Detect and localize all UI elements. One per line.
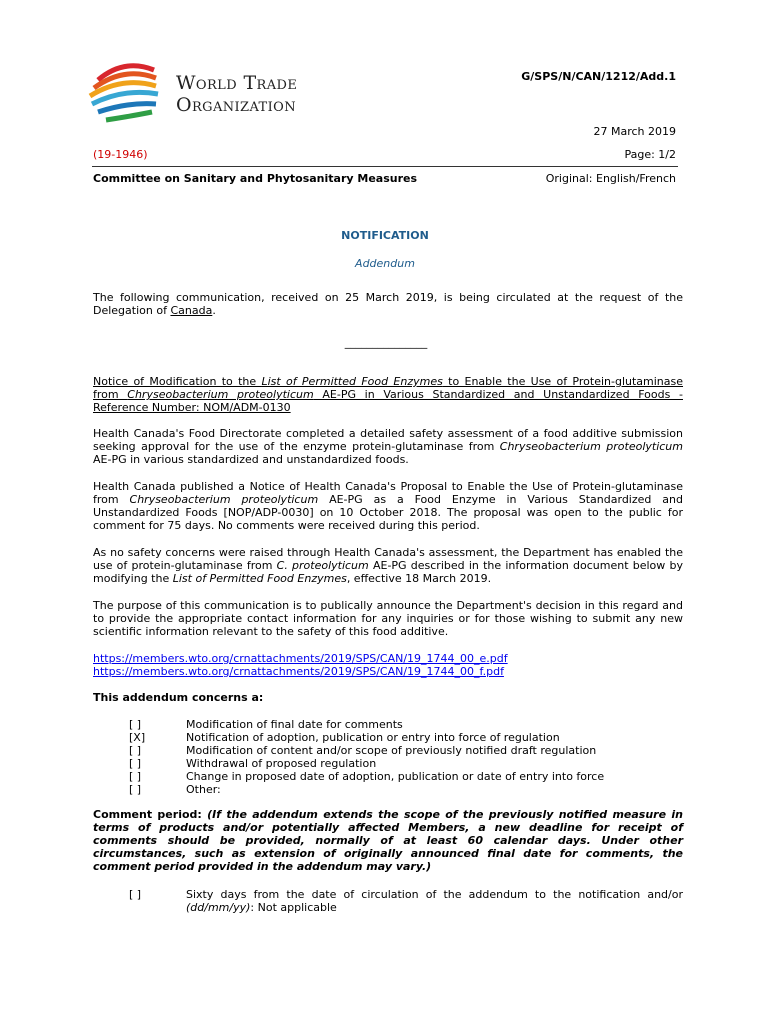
- checkbox: [ ]: [129, 770, 142, 783]
- p2-text-a: Health Canada published a Notice of Health Canada's Proposal to Enable the Use of Protein-glutaminase from: [93, 480, 683, 506]
- concerns-heading: This addendum concerns a:: [93, 691, 264, 704]
- sixty-days-option: [129, 888, 683, 914]
- wto-logo: [84, 58, 344, 130]
- org-name-line2: Organization: [176, 94, 296, 116]
- intro-paragraph: [93, 291, 683, 317]
- checkbox: [ ]: [129, 757, 142, 770]
- comment-period: [93, 808, 683, 873]
- p1-italic: Chryseobacterium proteolyticum: [499, 440, 683, 453]
- sixty-value: : Not applicable: [250, 901, 337, 914]
- org-name-line1: World Trade: [176, 72, 298, 94]
- checkbox: [ ]: [129, 744, 142, 757]
- committee-name: Committee on Sanitary and Phytosanitary Measures: [93, 172, 418, 185]
- p2-text-b: AE-PG as a Food Enzyme in Various Standardized and Unstandardized Foods [NOP/ADP-0030] on 10 October 2018. The proposal was open to the public for comment for 75 days. No comments were received during this period.: [93, 493, 683, 532]
- checklist-item: [93, 731, 604, 744]
- doc-subtitle: Addendum: [355, 257, 415, 270]
- separator-line: _______________: [344, 336, 428, 349]
- checklist-label: Modification of content and/or scope of previously notified draft regulation: [186, 744, 597, 757]
- paragraph-3: [93, 546, 683, 585]
- intro-text: The following communication, received on 25 March 2019, is being circulated at the request of the Delegation of: [93, 291, 683, 317]
- checklist-label: Notification of adoption, publication or entry into force of regulation: [186, 731, 560, 744]
- checklist-item: [93, 744, 604, 757]
- sixty-date-format: (dd/mm/yy): [186, 901, 251, 914]
- intro-end: .: [212, 304, 216, 317]
- doc-symbol: G/SPS/N/CAN/1212/Add.1: [521, 70, 676, 83]
- checkbox: [ ]: [129, 783, 142, 796]
- notice-italic-1: List of Permitted Food Enzymes: [261, 375, 443, 388]
- checkbox: [ ]: [129, 718, 142, 731]
- checklist-item: [93, 770, 604, 783]
- checklist-label: Withdrawal of proposed regulation: [186, 757, 377, 770]
- p3-text-a: As no safety concerns were raised through Health Canada's assessment, the Department has enabled the use of protein-glutaminase from: [93, 546, 683, 572]
- p3-italic-1: C. proteolyticum: [276, 559, 369, 572]
- p1-text-b: AE-PG in various standardized and unstandardized foods.: [93, 453, 409, 466]
- p1-text-a: Health Canada's Food Directorate completed a detailed safety assessment of a food additive submission seeking approval for the use of the enzyme protein-glutaminase from: [93, 427, 683, 453]
- paragraph-1: [93, 427, 683, 466]
- org-name: [176, 72, 297, 116]
- serial-number: (19-1946): [93, 148, 148, 161]
- link-french-pdf[interactable]: https://members.wto.org/crnattachments/2019/SPS/CAN/19_1744_00_f.pdf: [93, 665, 504, 678]
- checklist-label: Other:: [186, 783, 221, 796]
- checklist-label: Change in proposed date of adoption, publication or date of entry into force: [186, 770, 605, 783]
- paragraph-4: The purpose of this communication is to publically announce the Department's decision in this regard and to provide the appropriate contact information for any inquiries or for those wishing to submit any new scientific information relevant to the safety of this food additive.: [93, 599, 683, 638]
- header-divider: [92, 166, 678, 167]
- paragraph-2: [93, 480, 683, 532]
- comment-label: Comment period:: [93, 808, 208, 821]
- doc-date: 27 March 2019: [593, 125, 676, 138]
- attachment-links: [93, 652, 683, 678]
- checklist-item: [93, 783, 604, 796]
- p2-italic: Chryseobacterium proteolyticum: [129, 493, 319, 506]
- comment-note: (If the addendum extends the scope of the previously notified measure in terms of products and/or potentially affected Members, a new deadline for receipt of comments should be provided, normally of at least 60 calendar days. Under other circumstances, such as extension of originally announced final date for comments, the comment period provided in the addendum may vary.): [93, 808, 684, 873]
- checkbox: [X]: [129, 731, 146, 744]
- notice-text-3: AE-PG in Various Standardized and Unstandardized Foods - Reference Number: NOM/ADM-0130: [93, 388, 683, 414]
- doc-title: NOTIFICATION: [341, 229, 429, 242]
- concerns-checklist: [93, 718, 604, 796]
- p3-italic-2: List of Permitted Food Enzymes: [172, 572, 347, 585]
- p3-text-c: , effective 18 March 2019.: [346, 572, 492, 585]
- sixty-text-main: Sixty days from the date of circulation of the addendum to the notification and/or: [186, 888, 683, 901]
- intro-country: Canada: [170, 304, 213, 317]
- checklist-item: [93, 718, 604, 731]
- checklist-label: Modification of final date for comments: [186, 718, 403, 731]
- original-language: Original: English/French: [545, 172, 676, 185]
- link-english-pdf[interactable]: https://members.wto.org/crnattachments/2019/SPS/CAN/19_1744_00_e.pdf: [93, 652, 508, 665]
- notice-italic-2: Chryseobacterium proteolyticum: [127, 388, 314, 401]
- wto-emblem-icon: [84, 58, 164, 130]
- page-number: Page: 1/2: [624, 148, 676, 161]
- checklist-item: [93, 757, 604, 770]
- notice-text-1: Notice of Modification to the: [93, 375, 262, 388]
- notice-title: [93, 375, 683, 414]
- notice-text-2: to Enable the Use of Protein-glutaminase from: [93, 375, 684, 401]
- sixty-checkbox: [ ]: [129, 888, 142, 901]
- sixty-text: [186, 888, 683, 914]
- p3-text-b: AE-PG described in the information document below by modifying the: [93, 559, 683, 585]
